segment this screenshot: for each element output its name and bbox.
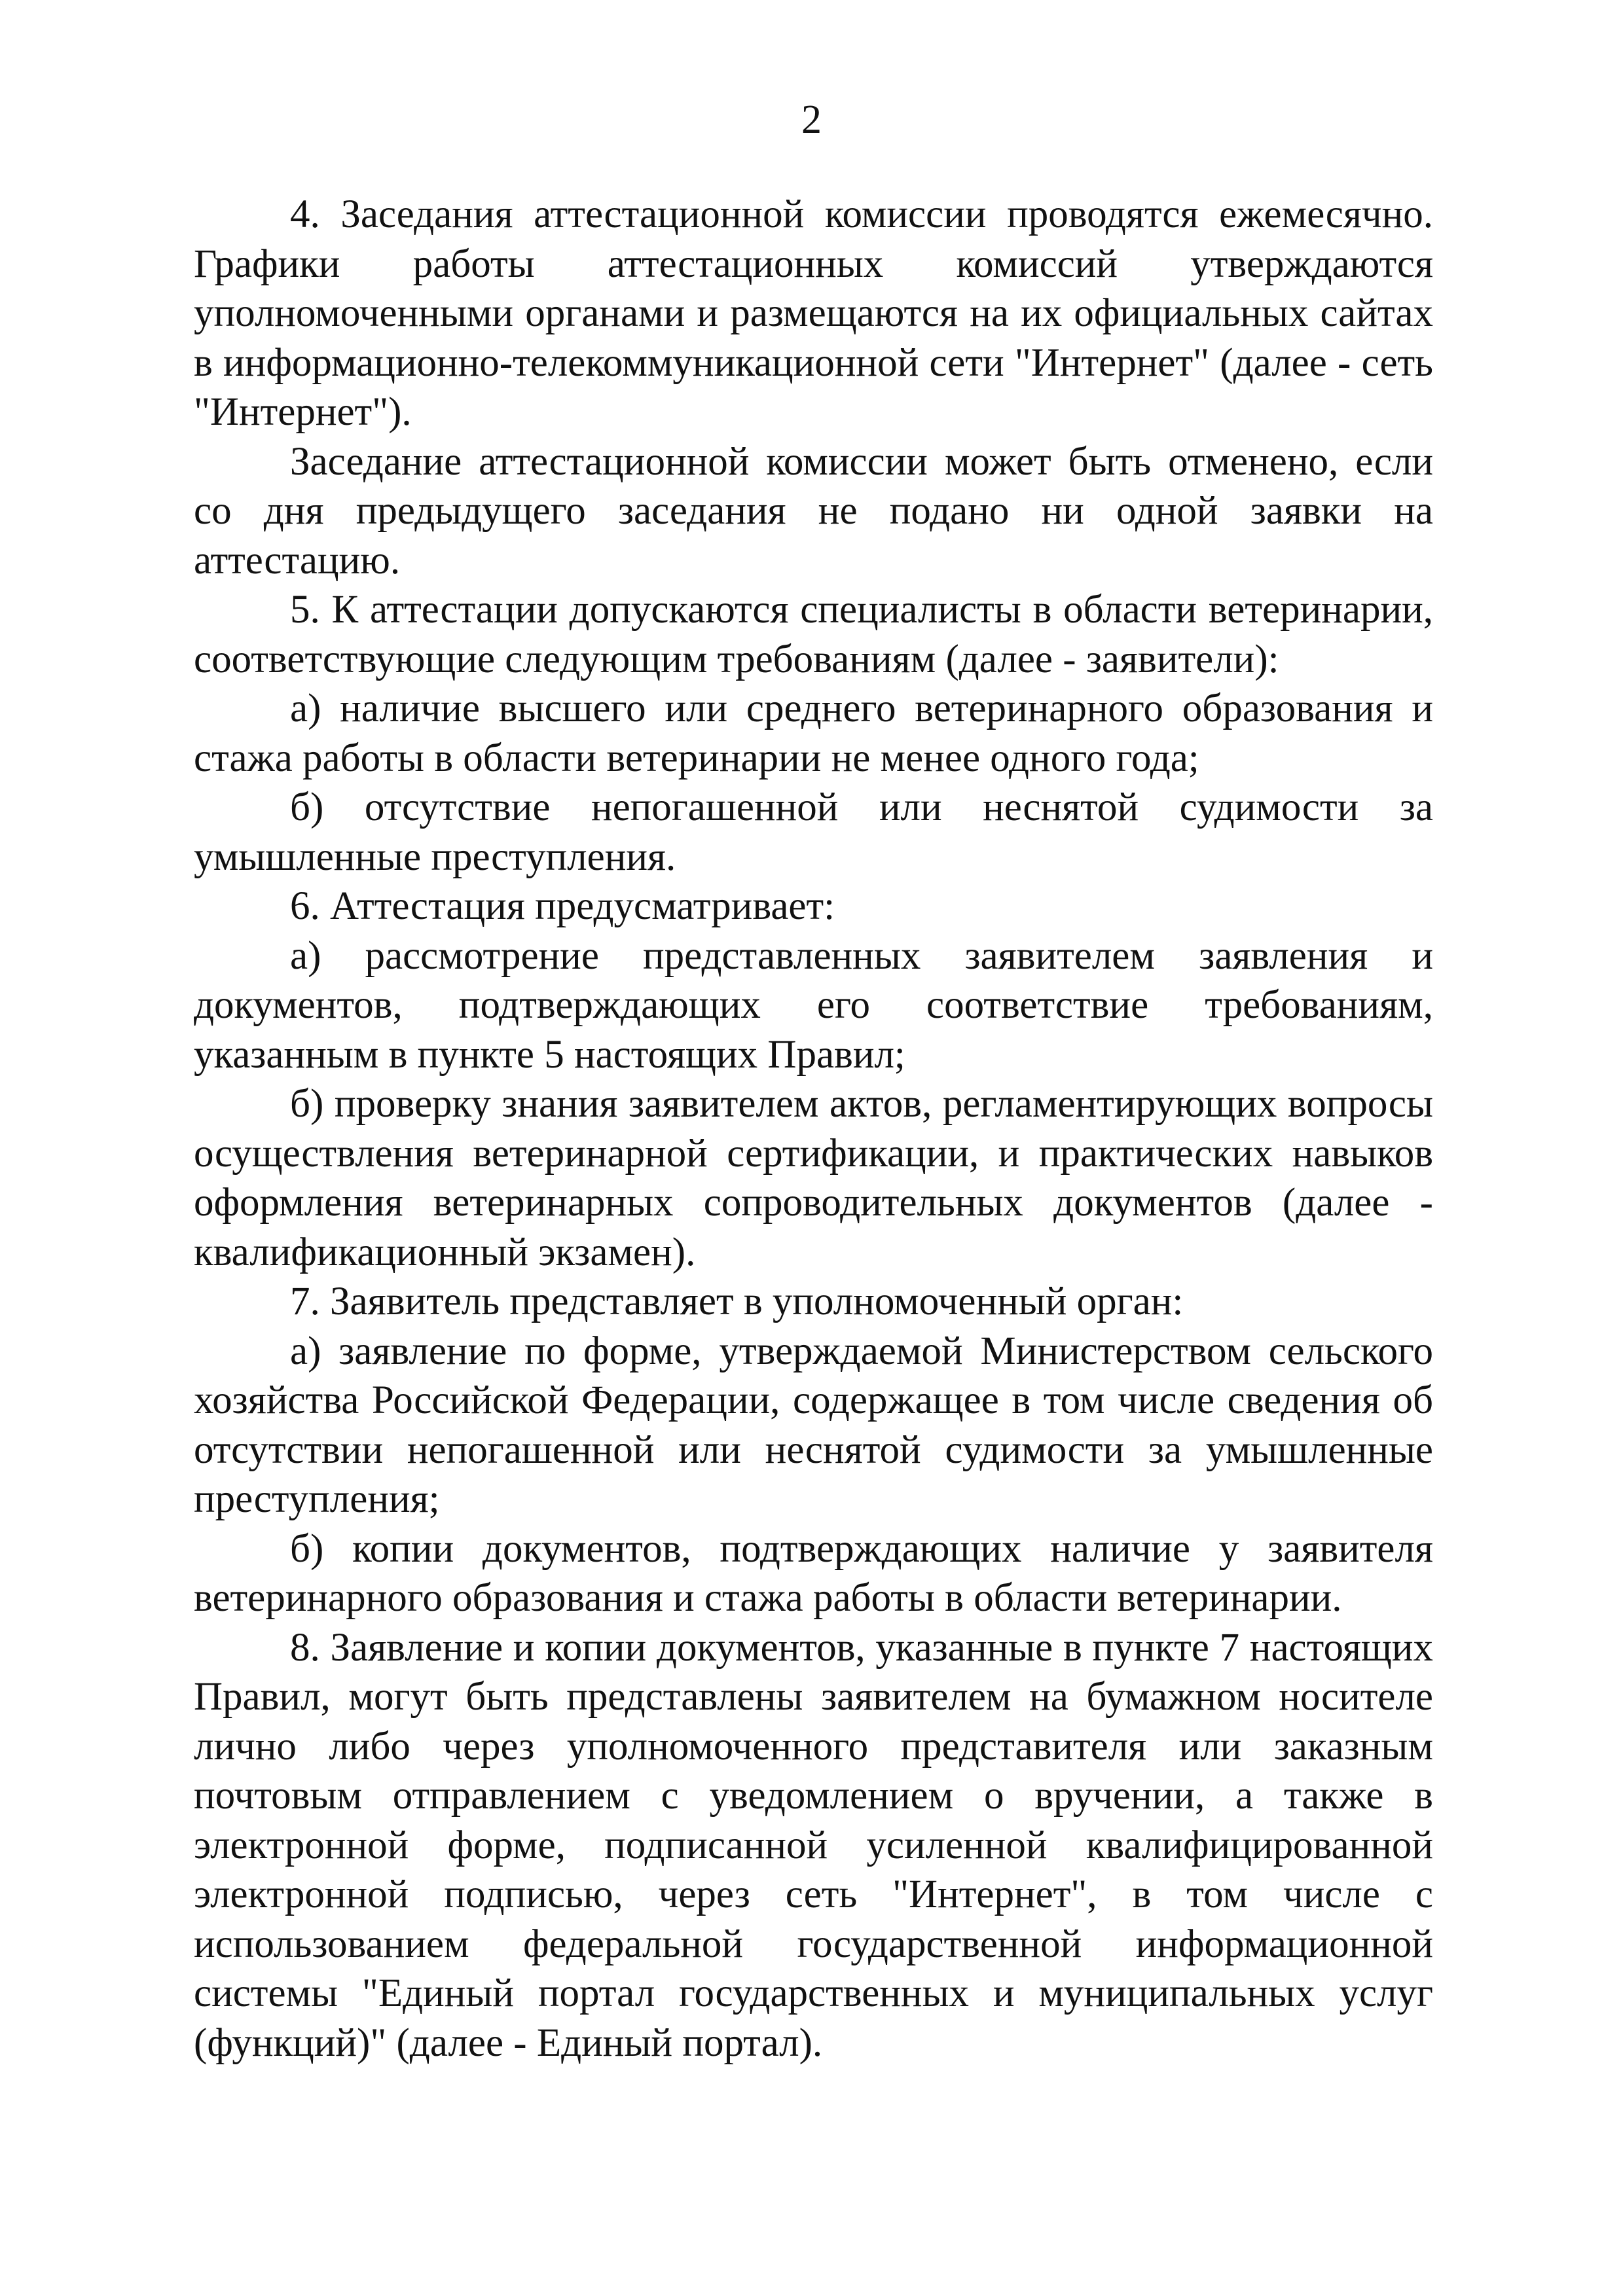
paragraph-5-item-b: б) отсутствие непогашенной или неснятой судимости за умышленные преступления. <box>194 785 1433 879</box>
paragraph-8-delivery: 8. Заявление и копии документов, указанные в пункте 7 настоящих Правил, могут быть представлены заявителем на бумажном носителе лично либо через уполномоченного представителя или заказным почтовым отправлением с уведомлением о вручении, а также в электронной форме, подписанной усиленной квалифицированной электронной подписью, через сеть "Интернет", в том числе с использованием федеральной государственной информационной системы "Единый портал государственных и муниципальных услуг (функций)" (далее - Единый портал). <box>194 1625 1433 2065</box>
paragraph-7-submission: 7. Заявитель представляет в уполномоченный орган: <box>290 1280 1184 1323</box>
paragraph-5-admission: 5. К аттестации допускаются специалисты в области ветеринарии, соответствующие следующим требованиям (далее - заявители): <box>194 588 1433 681</box>
paragraph-7-item-a: а) заявление по форме, утверждаемой Министерством сельского хозяйства Российской Федерации, содержащее в том числе сведения об отсутствии непогашенной или неснятой судимости за умышленные преступления; <box>194 1329 1433 1521</box>
paragraph-6-item-b: б) проверку знания заявителем актов, регламентирующих вопросы осуществления ветеринарной сертификации, и практических навыков оформления ветеринарных сопроводительных документов (далее - квалификационный экзамен). <box>194 1082 1433 1274</box>
paragraph-6-attestation: 6. Аттестация предусматривает: <box>290 884 835 928</box>
page-number: 2 <box>801 98 822 142</box>
paragraph-4-schedule: 4. Заседания аттестационной комиссии проводятся ежемесячно. Графики работы аттестационных комиссий утверждаются уполномоченными органами и размещаются на их официальных сайтах в информационно-телекоммуникационной сети "Интернет" (далее - сеть "Интернет"). <box>194 192 1433 434</box>
paragraph-6-item-a: а) рассмотрение представленных заявителем заявления и документов, подтверждающих его соответствие требованиям, указанным в пункте 5 настоящих Правил; <box>194 933 1433 1077</box>
paragraph-7-item-b: б) копии документов, подтверждающих наличие у заявителя ветеринарного образования и стажа работы в области ветеринарии. <box>194 1526 1433 1620</box>
paragraph-4-cancellation: Заседание аттестационной комиссии может быть отменено, если со дня предыдущего заседания не подано ни одной заявки на аттестацию. <box>194 439 1433 583</box>
document-body <box>194 190 1433 2068</box>
paragraph-5-item-a: а) наличие высшего или среднего ветеринарного образования и стажа работы в области ветеринарии не менее одного года; <box>194 687 1433 780</box>
